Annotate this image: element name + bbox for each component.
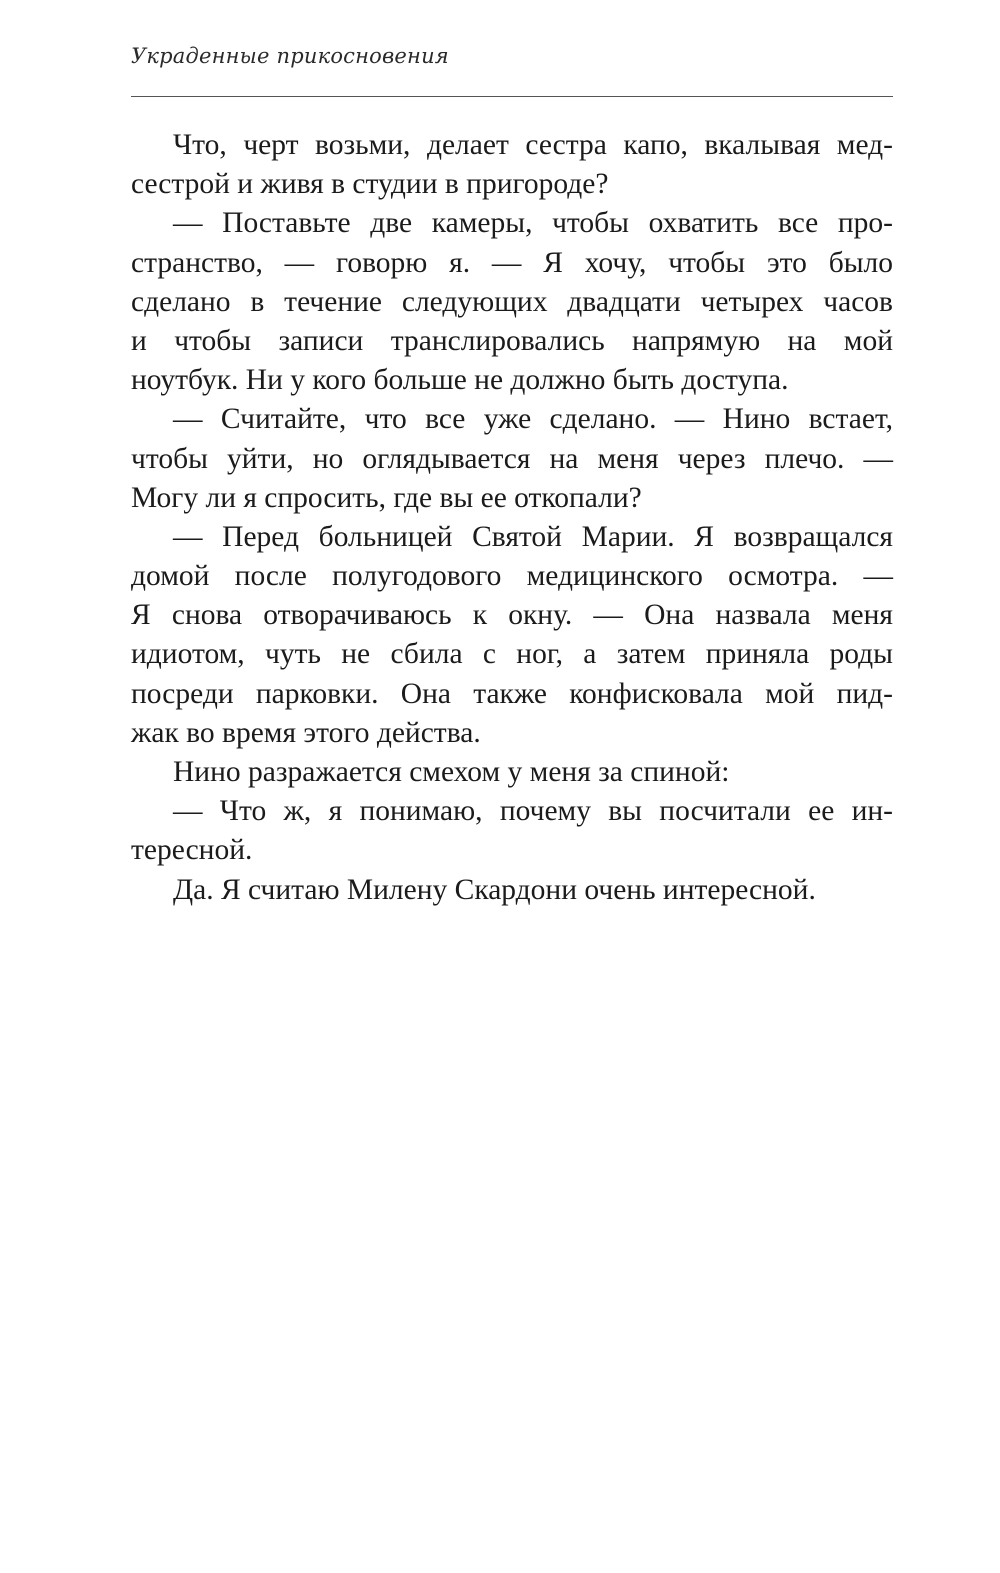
- header-rule: [131, 96, 893, 97]
- text-line: Могу ли я спросить, где вы ее откопали?: [131, 481, 642, 514]
- text-line: Нино разражается смехом у меня за спиной:: [173, 756, 730, 788]
- text-line: Что, черт возьми, делает сестра капо, вкалывая мед-: [173, 129, 893, 161]
- text-line: домой после полугодового медицинского осмотра. —: [131, 560, 893, 593]
- text-line: Да. Я считаю Милену Скардони очень интересной.: [173, 873, 816, 906]
- body-text: [131, 126, 893, 910]
- text-line: идиотом, чуть не сбила с ног, а затем приняла роды: [131, 638, 893, 671]
- text-line: и чтобы записи транслировались напрямую на мой: [131, 324, 893, 357]
- text-line: странство, — говорю я. — Я хочу, чтобы это было: [131, 246, 893, 279]
- text-line: — Считайте, что все уже сделано. — Нино встает,: [173, 403, 893, 436]
- text-line: ноутбук. Ни у кого больше не должно быть доступа.: [131, 364, 789, 397]
- text-line: сестрой и живя в студии в пригороде?: [131, 168, 609, 201]
- text-line: жак во время этого действа.: [131, 716, 481, 749]
- text-line: Я снова отворачиваюсь к окну. — Она назвала меня: [131, 599, 893, 632]
- text-line: сделано в течение следующих двадцати четырех часов: [131, 285, 893, 318]
- text-line: — Поставьте две камеры, чтобы охватить все про-: [173, 207, 893, 240]
- text-line: тересной.: [131, 834, 253, 867]
- running-head: Украденные прикосновения: [131, 44, 449, 68]
- text-line: посреди парковки. Она также конфисковала мой пид-: [131, 677, 893, 710]
- text-line: — Что ж, я понимаю, почему вы посчитали ее ин-: [173, 795, 893, 828]
- text-line: — Перед больницей Святой Марии. Я возвращался: [173, 520, 893, 553]
- text-line: чтобы уйти, но оглядывается на меня через плечо. —: [131, 442, 893, 475]
